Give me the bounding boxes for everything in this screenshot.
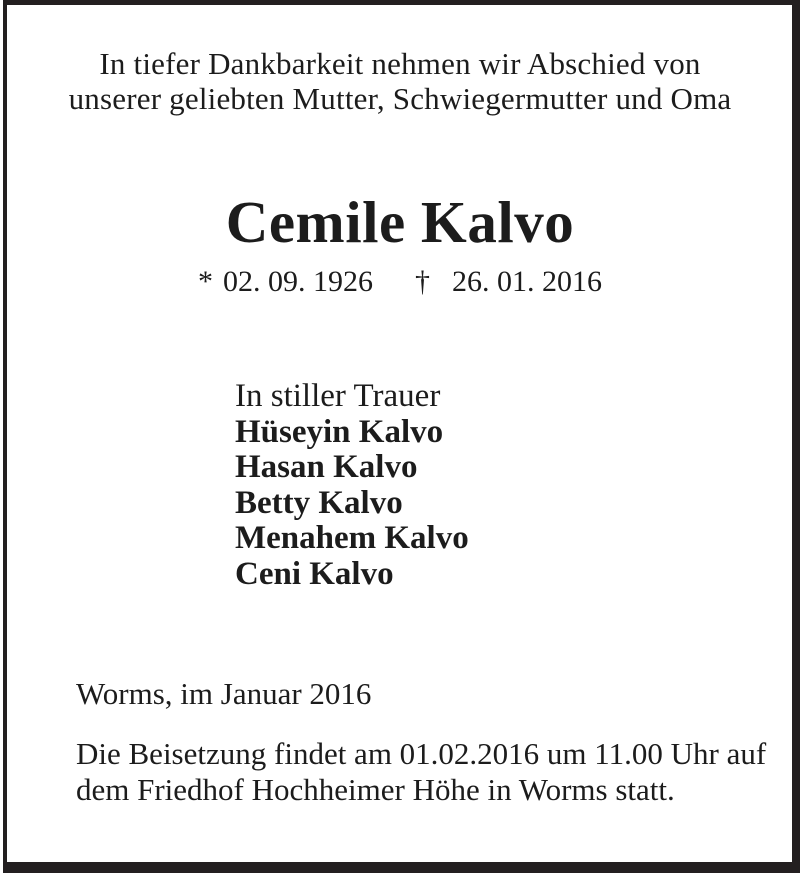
- intro-text: [0, 46, 800, 116]
- deceased-name: Cemile Kalvo: [225, 189, 575, 255]
- death-cross-symbol: †: [415, 265, 430, 298]
- life-dates: [0, 265, 800, 299]
- mourner-name: Hasan Kalvo: [235, 449, 418, 485]
- intro-text-line1: In tiefer Dankbarkeit nehmen wir Abschied von: [99, 46, 701, 81]
- mourner-name: Ceni Kalvo: [235, 555, 394, 592]
- mourning-heading: In stiller Trauer: [235, 378, 441, 414]
- death-date-group: [415, 265, 602, 299]
- birth-date-group: [198, 265, 373, 299]
- mourner-name: Hüseyin Kalvo: [235, 413, 444, 450]
- funeral-announcement-line2: dem Friedhof Hochheimer Höhe in Worms statt.: [76, 771, 675, 807]
- mourner-name: Betty Kalvo: [235, 484, 403, 521]
- birth-star-symbol: *: [198, 265, 213, 298]
- death-date: 26. 01. 2016: [452, 265, 602, 298]
- birth-date: 02. 09. 1926: [223, 265, 373, 298]
- mourning-block: [235, 379, 469, 592]
- mourner-name: Menahem Kalvo: [235, 520, 469, 556]
- funeral-announcement: [76, 736, 766, 807]
- intro-text-line2: unserer geliebten Mutter, Schwiegermutter und Oma: [68, 81, 732, 116]
- funeral-announcement-line1: Die Beisetzung findet am 01.02.2016 um 11.00 Uhr auf: [76, 736, 767, 771]
- place-date-line: Worms, im Januar 2016: [76, 676, 372, 711]
